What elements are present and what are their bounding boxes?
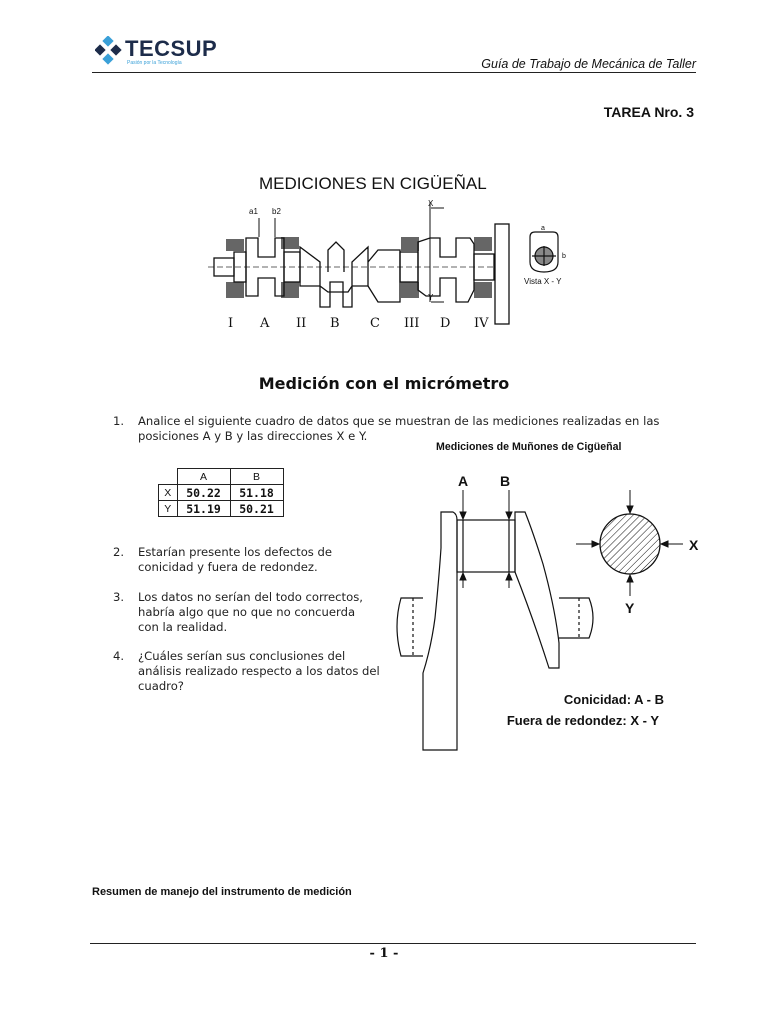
page-number: - 1 - [369, 946, 399, 961]
redondez-label: Fuera de redondez: X - Y [506, 713, 659, 728]
journal-label-a: A [457, 473, 469, 489]
question-text-line: habría algo que no que no concuerda [138, 605, 356, 619]
table-row [159, 485, 284, 501]
position-label: II [296, 316, 307, 331]
question-2 [113, 545, 383, 577]
crank-figure-title: MEDICIONES EN CIGÜEÑAL [259, 174, 487, 193]
footer-divider [90, 943, 696, 944]
resumen-heading: Resumen de manejo del instrumento de medición [92, 886, 352, 898]
question-text-line: Los datos no serían del todo correctos, [138, 590, 363, 604]
question-number: 1. [113, 414, 125, 428]
task-number: TAREA Nro. 3 [603, 104, 694, 120]
endview-label-b: b [562, 253, 566, 260]
question-text-line: análisis realizado respecto a los datos del [138, 664, 380, 678]
label-x-top: X [428, 199, 434, 208]
journal-figure-caption: Mediciones de Muñones de Cigüeñal [436, 441, 622, 453]
table-cell: 51.18 [230, 485, 283, 501]
table-row-label: Y [159, 501, 178, 517]
table-row [159, 501, 284, 517]
label-b2: b2 [272, 207, 281, 216]
position-label: IV [474, 316, 489, 331]
logo-text: TECSUP [125, 36, 218, 61]
position-label: I [228, 316, 234, 331]
position-label: A [260, 316, 270, 331]
crankshaft-figure [178, 162, 598, 334]
question-text-line: posiciones A y B y las direcciones X e Y. [138, 429, 368, 443]
question-number: 2. [113, 545, 125, 559]
conicidad-label: Conicidad: A - B [563, 692, 664, 707]
table-row-label: X [159, 485, 178, 501]
position-label: C [370, 316, 380, 331]
question-3 [113, 590, 383, 636]
question-text-line: Estarían presente los defectos de [138, 545, 333, 559]
table-cell: 50.22 [177, 485, 230, 501]
label-y-bottom: Y [428, 293, 434, 302]
position-label: D [440, 316, 451, 331]
question-text-line: ¿Cuáles serían sus conclusiones del [138, 649, 346, 663]
label-a1: a1 [249, 207, 258, 216]
journal-label-x: X [689, 537, 699, 553]
question-4 [113, 649, 383, 695]
table-col-header: B [230, 469, 283, 485]
logo-mark-icon [95, 36, 125, 66]
document-title: Guía de Trabajo de Mecánica de Taller [481, 57, 696, 71]
endview-label-a: a [541, 225, 545, 232]
question-text-line: cuadro? [138, 679, 184, 693]
header-divider [92, 72, 696, 73]
question-number: 4. [113, 649, 125, 663]
table-cell: 51.19 [177, 501, 230, 517]
question-text-line: con la realidad. [138, 620, 228, 634]
tecsup-logo [95, 36, 225, 70]
position-label: B [330, 316, 340, 331]
journal-label-b: B [499, 473, 511, 489]
journal-label-y: Y [625, 600, 635, 616]
logo-tagline: Pasión por la Tecnología [127, 60, 182, 66]
section-title: Medición con el micrómetro [258, 374, 510, 393]
question-text-line: conicidad y fuera de redondez. [138, 560, 318, 574]
journal-figure [383, 468, 705, 758]
question-text-line: Analice el siguiente cuadro de datos que se muestran de las mediciones realizadas en las [138, 414, 660, 428]
measurement-table [158, 468, 284, 517]
endview-caption: Vista X - Y [524, 277, 562, 286]
table-col-header: A [177, 469, 230, 485]
question-number: 3. [113, 590, 125, 604]
position-label: III [404, 316, 420, 331]
table-cell: 50.21 [230, 501, 283, 517]
